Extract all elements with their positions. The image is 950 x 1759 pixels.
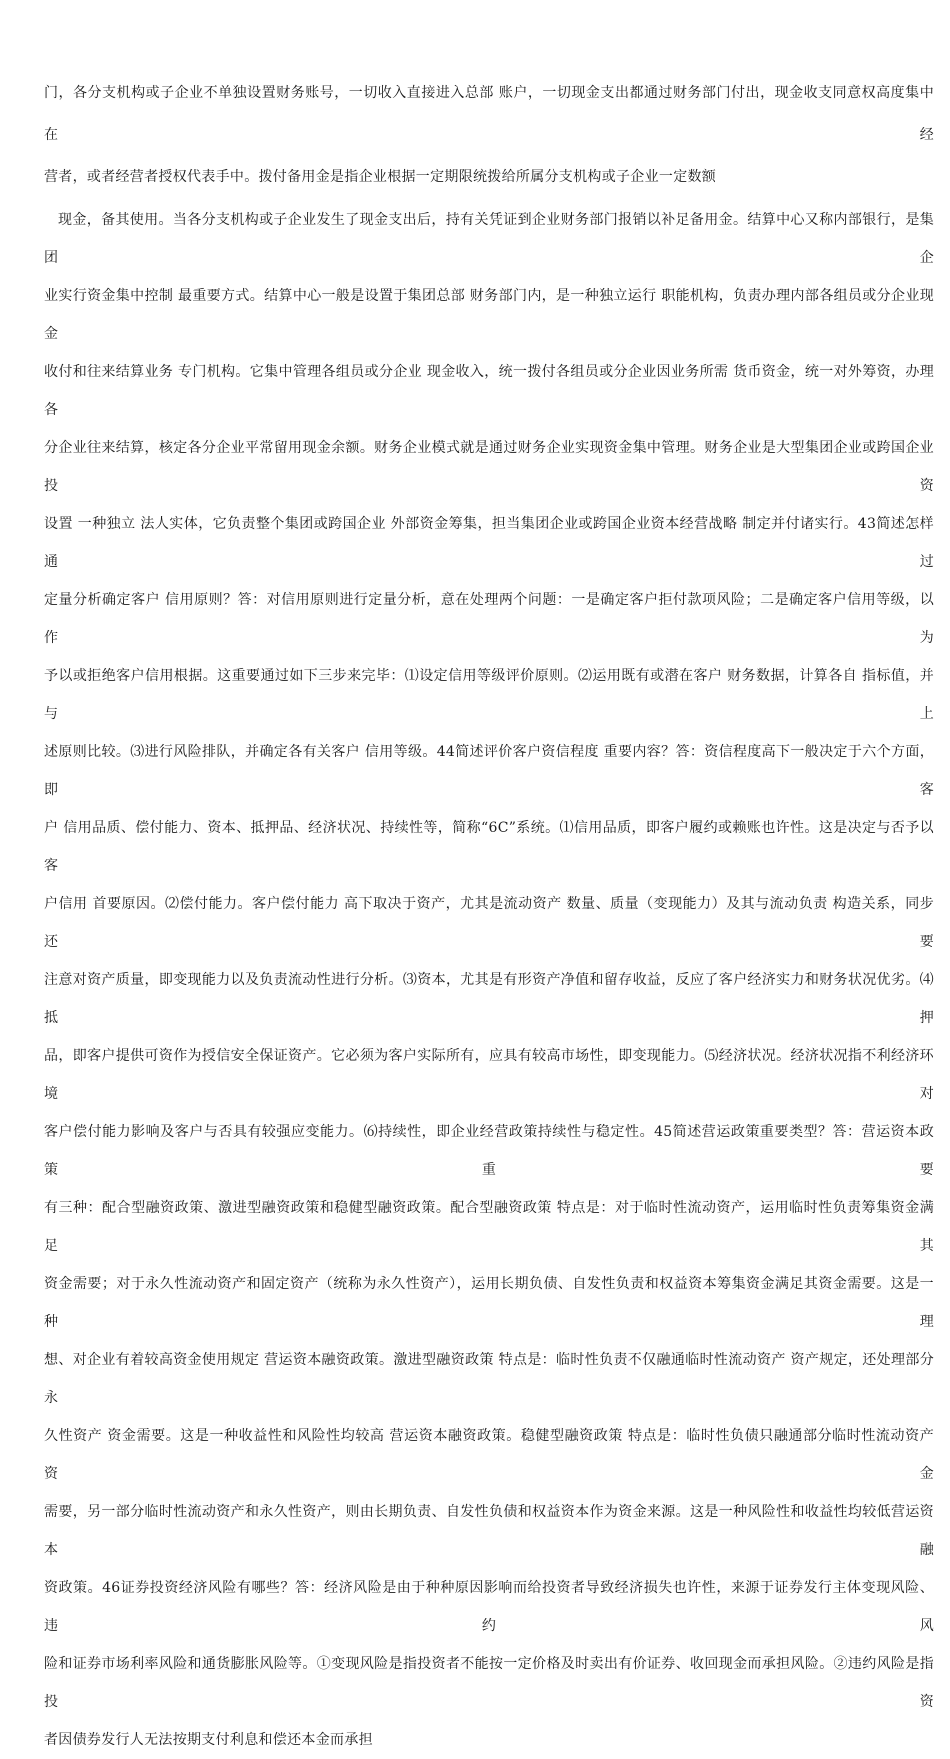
text-line: 业实行资金集中控制 最重要方式。结算中心一般是设置于集团总部 财务部门内，是一种独立运行 职能机构，负责办理内部各组员或分企业现金 <box>44 288 934 342</box>
text-line: 品，即客户提供可资作为授信安全保证资产。它必须为客户实际所有，应具有较高市场性，即变现能力。⑸经济状况。经济状况指不利经济环境对 <box>44 1048 934 1102</box>
text-line: 客户偿付能力影响及客户与否具有较强应变能力。⑹持续性，即企业经营政策持续性与稳定性。45简述营运政策重要类型？答：营运资本政策重要 <box>44 1124 934 1178</box>
text-line: 户信用 首要原因。⑵偿付能力。客户偿付能力 高下取决于资产，尤其是流动资产 数量、质量（变现能力）及其与流动负责 构造关系，同步还要 <box>44 896 934 950</box>
text-line: 注意对资产质量，即变现能力以及负责流动性进行分析。⑶资本，尤其是有形资产净值和留存收益，反应了客户经济实力和财务状况优劣。⑷抵押 <box>44 972 934 1026</box>
text-line: 述原则比较。⑶进行风险排队，并确定各有关客户 信用等级。44简述评价客户资信程度 重要内容？答：资信程度高下一般决定于六个方面，即客 <box>44 744 934 798</box>
text-line: 险和证券市场利率风险和通货膨胀风险等。①变现风险是指投资者不能按一定价格及时卖出有价证券、收回现金而承担风险。②违约风险是指投资 <box>44 1656 934 1710</box>
text-line: 门，各分支机构或子企业不单独设置财务账号，一切收入直接进入总部 账户，一切现金支出都通过财务部门付出，现金收支同意权高度集中在经 <box>44 85 934 143</box>
text-line: 久性资产 资金需要。这是一种收益性和风险性均较高 营运资本融资政策。稳健型融资政策 特点是：临时性负债只融通部分临时性流动资产 资金 <box>44 1428 934 1482</box>
text-line: 营者，或者经营者授权代表手中。拨付备用金是指企业根据一定期限统拨给所属分支机构或子企业一定数额 <box>44 169 717 185</box>
text-line: 分企业往来结算，核定各分企业平常留用现金余额。财务企业模式就是通过财务企业实现资金集中管理。财务企业是大型集团企业或跨国企业投资 <box>44 440 934 494</box>
text-line: 定量分析确定客户 信用原则？答：对信用原则进行定量分析，意在处理两个问题：一是确定客户拒付款项风险；二是确定客户信用等级，以作为 <box>44 592 934 646</box>
text-line: 想、对企业有着较高资金使用规定 营运资本融资政策。激进型融资政策 特点是：临时性负责不仅融通临时性流动资产 资产规定，还处理部分永 <box>44 1352 934 1406</box>
text-line: 设置 一种独立 法人实体，它负责整个集团或跨国企业 外部资金筹集，担当集团企业或跨国企业资本经营战略 制定并付诸实行。43简述怎样通过 <box>44 516 934 570</box>
text-line: 有三种：配合型融资政策、激进型融资政策和稳健型融资政策。配合型融资政策 特点是：对于临时性流动资产，运用临时性负责筹集资金满足其 <box>44 1200 934 1254</box>
text-line: 资金需要；对于永久性流动资产和固定资产（统称为永久性资产），运用长期负债、自发性负责和权益资本筹集资金满足其资金需要。这是一种理 <box>44 1276 934 1330</box>
text-line: 资政策。46证券投资经济风险有哪些？答：经济风险是由于种种原因影响而给投资者导致经济损失也许性，来源于证券发行主体变现风险、违约风 <box>44 1580 934 1634</box>
text-line: 需要，另一部分临时性流动资产和永久性资产，则由长期负责、自发性负债和权益资本作为资金来源。这是一种风险性和收益性均较低营运资本融 <box>44 1504 934 1558</box>
text-line: 户 信用品质、偿付能力、资本、抵押品、经济状况、持续性等，简称“6C”系统。⑴信用品质，即客户履约或赖账也许性。这是决定与否予以客 <box>44 820 934 874</box>
text-line: 收付和往来结算业务 专门机构。它集中管理各组员或分企业 现金收入，统一拨付各组员或分企业因业务所需 货币资金，统一对外筹资，办理各 <box>44 364 934 418</box>
text-line: 者因债券发行人无法按期支付利息和偿还本金而承担 <box>44 1732 373 1748</box>
text-line: 现金，备其使用。当各分支机构或子企业发生了现金支出后，持有关凭证到企业财务部门报销以补足备用金。结算中心又称内部银行，是集团企 <box>44 212 934 266</box>
text-line: 予以或拒绝客户信用根据。这重要通过如下三步来完毕：⑴设定信用等级评价原则。⑵运用既有或潜在客户 财务数据，计算各自 指标值，并与上 <box>44 668 934 722</box>
document-page <box>44 72 934 1759</box>
